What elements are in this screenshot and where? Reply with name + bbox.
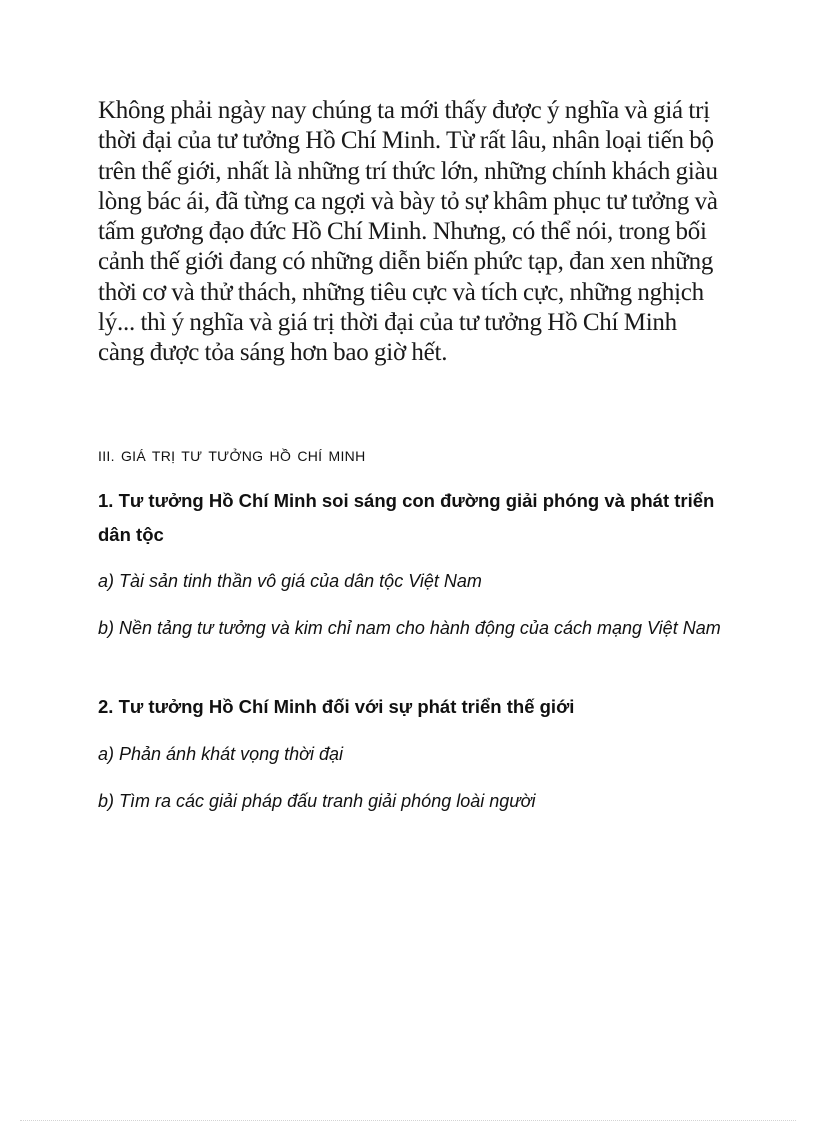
subsection-2a-title: a) Phản ánh khát vọng thời đại bbox=[98, 744, 344, 764]
subsection-1a-title: a) Tài sản tinh thần vô giá của dân tộc Việt Nam bbox=[98, 571, 482, 591]
page-bottom-divider bbox=[20, 1120, 796, 1121]
subsection-2b-title: b) Tìm ra các giải pháp đấu tranh giải phóng loài người bbox=[98, 791, 536, 811]
subsection-2-title: 2. Tư tưởng Hồ Chí Minh đối với sự phát triển thế giới bbox=[98, 696, 575, 717]
subsection-1b-title: b) Nền tảng tư tưởng và kim chỉ nam cho hành động của cách mạng Việt Nam bbox=[98, 618, 721, 638]
intro-paragraph: Không phải ngày nay chúng ta mới thấy được ý nghĩa và giá trị thời đại của tư tưởng Hồ Chí Minh. Từ rất lâu, nhân loại tiến bộ trên thế giới, nhất là những trí thức lớn, những chính khách giàu lòng bác ái, đã từng ca ngợi và bày tỏ sự khâm phục tư tưởng và tấm gương đạo đức Hồ Chí Minh. Nhưng, có thể nói, trong bối cảnh thế giới đang có những diễn biến phức tạp, đan xen những thời cơ và thử thách, những tiêu cực và tích cực, những nghịch lý... thì ý nghĩa và giá trị thời đại của tư tưởng Hồ Chí Minh càng được tỏa sáng hơn bao giờ hết. bbox=[98, 97, 718, 367]
section-heading: III. GIÁ TRỊ TƯ TƯỞNG HỒ CHÍ MINH bbox=[98, 448, 366, 464]
subsection-1-title: 1. Tư tưởng Hồ Chí Minh soi sáng con đường giải phóng và phát triển dân tộc bbox=[98, 490, 715, 545]
